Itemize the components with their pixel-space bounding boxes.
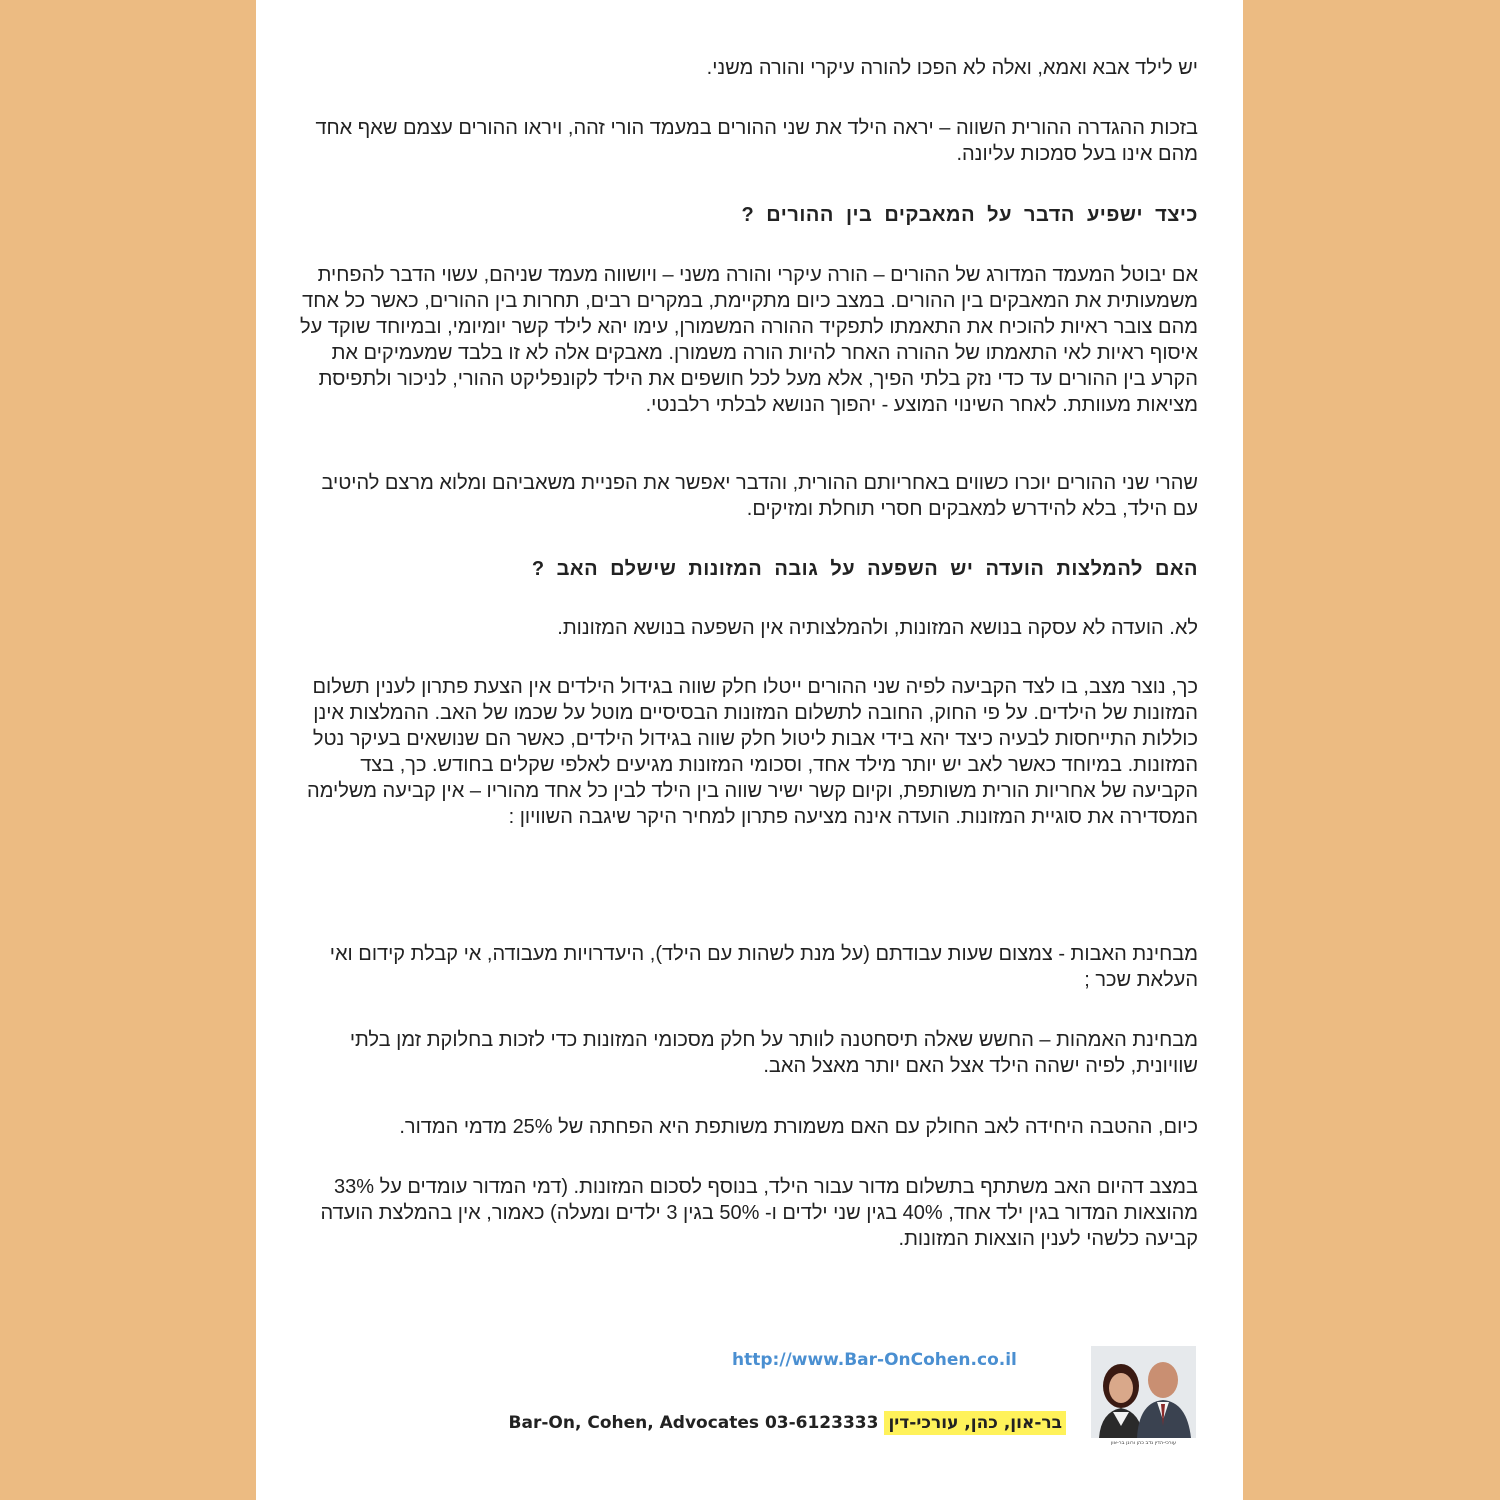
paragraph-alimony-details: כך, נוצר מצב, בו לצד הקביעה לפיה שני ההורים ייטלו חלק שווה בגידול הילדים אין הצעת פתרון לענין תשלום המזונות של הילדים. על פי החוק, החובה לתשלום המזונות הבסיסיים מוטל על שכמו של האב. ההמלצות אינן כוללות התייחסות לבעיה כיצד יהא בידי אבות ליטול חלק שווה בגידול הילדים, כאשר הם שנושאים בעיקר נטל המזונות. במיוחד כאשר לאב יש יותר מילד אחד, וסכומי המזונות מגיעים לאלפי שקלים בחודש. כך, בצד הקביעה של אחריות הורית משותפת, וקיום קשר ישיר שווה בין הילד לבין כל אחד מהוריו – אין קביעה משלימה המסדירה את סוגיית המזונות. הועדה אינה מציעה פתרון למחיר היקר שיגבה השוויון : bbox=[307, 676, 1198, 828]
paragraph-struggles: אם יבוטל המעמד המדורג של ההורים – הורה עיקרי והורה משני – ויושווה מעמד שניהם, עשוי הדבר להפחית משמעותית את המאבקים בין ההורים. במצב כיום מתקיימת, במקרים רבים, תחרות בין ההורים, כאשר כל אחד מהם צובר ראיות להוכיח את התאמתו לתפקיד ההורה המשמורן, עימו יהא לילד קשר יומיומי, ובמיוחד שוקד על איסוף ראיות לאי התאמתו של ההורה האחר להיות הורה משמורן. מאבקים אלה לא זו בלבד שמעמיקים את הקרע בין ההורים עד כדי נזק בלתי הפיך, אלא מעל לכל חושפים את הילד לקונפליקט ההורי, לניכור ולתפיסת מציאות מעוותת. לאחר השינוי המוצע - יהפוך הנושא לבלתי רלבנטי. bbox=[300, 264, 1198, 416]
firm-name-hebrew: בר-און, כהן, עורכי-דין bbox=[884, 1411, 1066, 1435]
paragraph-housing-details: במצב דהיום האב משתתף בתשלום מדור עבור הילד, בנוסף לסכום המזונות. (דמי המדור עומדים על 33% מהוצאות המדור בגין ילד אחד, 40% בגין שני ילדים ו- 50% בגין 3 ילדים ומעלה) כאמור, אין בהמלצת הועדה קביעה כלשהי לענין הוצאות המזונות. bbox=[320, 1176, 1198, 1250]
paragraph-struggles-cont: שהרי שני ההורים יוכרו כשווים באחריותם ההורית, והדבר יאפשר את הפניית משאביהם ומלוא מרצם להיטיב עם הילד, בלא להידרש למאבקים חסרי תוחלת ומזיקים. bbox=[321, 472, 1198, 520]
heading-alimony: האם להמלצות הועדה יש השפעה על גובה המזונות שישלם האב ? bbox=[531, 558, 1198, 580]
paragraph-alimony-answer: לא. הועדה לא עסקה בנושא המזונות, ולהמלצותיה אין השפעה בנושא המזונות. bbox=[557, 617, 1198, 639]
paragraph-housing-benefit: כיום, ההטבה היחידה לאב החולק עם האם משמורת משותפת היא הפחתה של 25% מדמי המדור. bbox=[399, 1116, 1198, 1138]
lawyers-photo bbox=[1091, 1346, 1196, 1438]
heading-parent-struggles: כיצד ישפיע הדבר על המאבקים בין ההורים ? bbox=[741, 204, 1198, 226]
photo-caption: עורכי-הדין נדב כהן ורונן בר-און bbox=[1110, 1440, 1177, 1446]
paragraph-intro: יש לילד אבא ואמא, ואלה לא הפכו להורה עיקרי והורה משני. bbox=[706, 57, 1198, 79]
website-link[interactable]: http://www.Bar-OnCohen.co.il bbox=[732, 1350, 1017, 1370]
paragraph-mothers: מבחינת האמהות – החשש שאלה תיסחטנה לוותר על חלק מסכומי המזונות כדי לזכות בחלוקת זמן בלתי שוויונית, לפיה ישהה הילד אצל האם יותר מאצל האב. bbox=[349, 1029, 1198, 1077]
paragraph-equal-status: בזכות ההגדרה ההורית השווה – יראה הילד את שני ההורים במעמד הורי זהה, ויראו ההורים עצמם שאף אחד מהם אינו בעל סמכות עליונה. bbox=[315, 117, 1198, 165]
firm-name-english: Bar-On, Cohen, Advocates 03-6123333 bbox=[508, 1413, 879, 1433]
paragraph-fathers: מבחינת האבות - צמצום שעות עבודתם (על מנת לשהות עם הילד), היעדרויות מעבודה, אי קבלת קידום ואי העלאת שכר ; bbox=[329, 943, 1198, 991]
lawyers-portrait-image bbox=[1091, 1346, 1196, 1438]
firm-footer bbox=[482, 1408, 1066, 1438]
